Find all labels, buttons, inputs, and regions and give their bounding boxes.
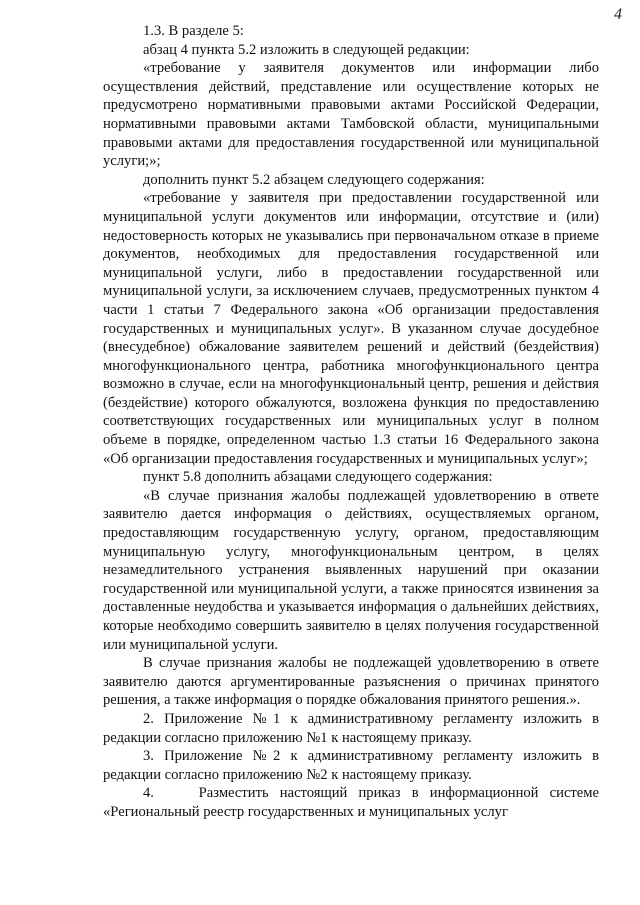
- paragraph-item-4: 4. Разместить настоящий приказ в информационной системе «Региональный реестр государственных и муниципальных услуг: [103, 785, 603, 820]
- page-number: 4: [614, 6, 622, 23]
- paragraph-section-heading: 1.3. В разделе 5:: [143, 23, 244, 39]
- paragraph-complaint-rejected: В случае признания жалобы не подлежащей удовлетворению в ответе заявителю даются аргументированные разъяснения о причинах принятого решения, а также информация о порядке обжалования принятого решения.».: [103, 655, 599, 709]
- paragraph-quote-requirement-2: «требование у заявителя при предоставлении государственной или муниципальной услуги документов или информации, отсутствие и (или) недостоверность которых не указывались при первоначальном отказе в приеме документов, необходимых для предоставления государственной или муниципальной услуги, либо в предоставлении государственной или муниципальной услуги, за исключением случаев, предусмотренных пунктом 4 части 1 статьи 7 Федерального закона «Об организации предоставления государственных и муниципальных услуг». В указанном случае досудебное (внесудебное) обжалование заявителем решений и действий (бездействия) многофункционального центра, работника многофункционального центра возможно в случае, если на многофункциональный центр, решения и действия (бездействие) которого обжалуются, возложена функция по предоставлению соответствующих государственных или муниципальных услуг в полном объеме в порядке, определенном частью 1.3 статьи 16 Федерального закона «Об организации предоставления государственных и муниципальных услуг»;: [103, 190, 599, 467]
- paragraph-amend-5-2-abzac-4: абзац 4 пункта 5.2 изложить в следующей редакции:: [143, 41, 470, 58]
- paragraph-item-2: 2. Приложение №1 к административному регламенту изложить в редакции согласно приложению №1 к настоящему приказу.: [103, 710, 599, 746]
- paragraph-complaint-satisfied: «В случае признания жалобы подлежащей удовлетворению в ответе заявителю дается информация о действиях, осуществляемых органом, предоставляющим государственную услугу, органом, предоставляющим муниципальную услугу, многофункциональным центром, в целях незамедлительного устранения выявленных нарушений при оказании государственной или муниципальной услуги, а также приносятся извинения за доставленные неудобства и указывается информация о дальнейших действиях, которые необходимо совершить заявителю в целях получения государственной или муниципальной услуги.: [103, 487, 599, 653]
- paragraph-item-3: 3. Приложение №2 к административному регламенту изложить в редакции согласно приложению №2 к настоящему приказу.: [103, 748, 599, 783]
- document-body: [103, 22, 603, 822]
- paragraph-add-to-5-8: пункт 5.8 дополнить абзацами следующего содержания:: [143, 469, 493, 486]
- paragraph-add-to-5-2: дополнить пункт 5.2 абзацем следующего содержания:: [143, 171, 485, 188]
- paragraph-quote-requirement-1: «требование у заявителя документов или информации либо осуществления действий, представление или осуществление которых не предусмотрено нормативными правовыми актами Российской Федерации, нормативными правовыми актами Тамбовской области, муниципальными правовыми актами для предоставления государственной или муниципальной услуги;»;: [103, 60, 599, 170]
